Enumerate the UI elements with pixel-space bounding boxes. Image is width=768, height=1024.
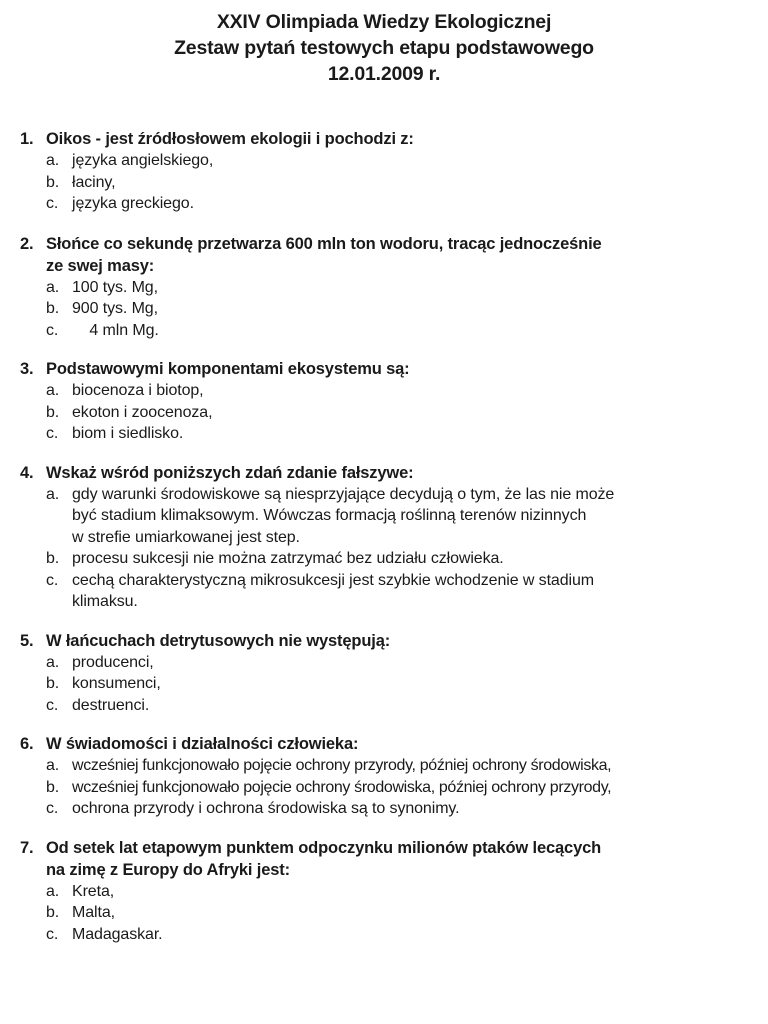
option-c [46, 320, 760, 342]
option-text: Madagaskar. [72, 925, 163, 943]
option-text: biom i siedlisko. [72, 425, 184, 442]
question-7 [20, 837, 760, 946]
option-a [46, 881, 760, 903]
question-5-title [20, 630, 760, 652]
option-letter: a. [46, 882, 60, 900]
option-a [46, 755, 760, 777]
question-list [20, 128, 760, 945]
question-number: 3. [20, 360, 34, 378]
option-letter: b. [46, 550, 60, 567]
answer-options [20, 484, 760, 613]
option-letter: a. [46, 485, 60, 503]
option-text: procesu sukcesji nie można zatrzymać bez udziału człowieka. [72, 550, 504, 567]
option-letter: c. [46, 195, 59, 212]
option-text: wcześniej funkcjonowało pojęcie ochrony przyrody, później ochrony środowiska, [72, 757, 612, 774]
option-a [46, 277, 760, 299]
option-b [46, 298, 760, 320]
option-letter: c. [46, 321, 59, 339]
option-c [46, 798, 760, 820]
option-letter: c. [46, 696, 59, 714]
question-4-title [20, 462, 760, 484]
option-letter: c. [46, 571, 59, 589]
option-text: konsumenci, [72, 675, 161, 692]
question-text: W łańcuchach detrytusowych nie występują: [46, 631, 391, 650]
option-text: ekoton i zoocenoza, [72, 403, 213, 421]
question-2-title [20, 233, 760, 277]
option-text: 4 mln Mg. [72, 321, 159, 339]
option-a [46, 652, 760, 674]
option-text: języka angielskiego, [72, 152, 214, 169]
test-set-title: Zestaw pytań testowych etapu podstawowego [174, 37, 594, 59]
option-c [46, 924, 760, 946]
document-header [0, 9, 768, 87]
question-text: W świadomości i działalności człowieka: [46, 735, 359, 753]
option-letter: b. [46, 173, 60, 191]
option-c [46, 570, 760, 613]
question-1 [20, 128, 760, 215]
option-text: 900 tys. Mg, [72, 300, 158, 317]
option-b [46, 902, 760, 924]
answer-options [20, 277, 760, 342]
option-letter: b. [46, 300, 60, 317]
option-c [46, 695, 760, 717]
option-text: biocenoza i biotop, [72, 382, 204, 399]
question-1-title [20, 128, 760, 150]
answer-options [20, 881, 760, 946]
option-b [46, 548, 760, 570]
option-text: ochrona przyrody i ochrona środowiska są to synonimy. [72, 800, 460, 817]
option-text: gdy warunki środowiskowe są niesprzyjające decydują o tym, że las nie może być stadium klimaksowym. Wówczas formacją roślinną terenów nizinnych w strefie umiarkowanej jest step. [72, 485, 615, 546]
option-b [46, 777, 760, 799]
question-number: 2. [20, 234, 34, 253]
option-letter: c. [46, 800, 59, 817]
question-3-title [20, 358, 760, 380]
option-letter: c. [46, 925, 59, 943]
option-text: Malta, [72, 904, 115, 921]
olympiad-title: XXIV Olimpiada Wiedzy Ekologicznej [216, 11, 552, 33]
option-letter: a. [46, 152, 60, 169]
answer-options [20, 380, 760, 445]
option-c [46, 423, 760, 445]
option-letter: b. [46, 904, 60, 921]
option-letter: a. [46, 757, 60, 774]
option-a [46, 484, 760, 549]
option-letter: a. [46, 653, 60, 671]
question-5 [20, 630, 760, 717]
answer-options [20, 150, 760, 215]
option-text: wcześniej funkcjonowało pojęcie ochrony środowiska, później ochrony przyrody, [72, 778, 612, 796]
question-number: 4. [20, 463, 34, 482]
option-letter: b. [46, 778, 60, 796]
option-text: łaciny, [72, 173, 116, 191]
question-text: Wskaż wśród poniższych zdań zdanie fałszywe: [46, 463, 414, 482]
option-b [46, 402, 760, 424]
option-text: 100 tys. Mg, [72, 278, 158, 296]
answer-options [20, 755, 760, 820]
question-2 [20, 233, 760, 342]
option-text: Kreta, [72, 882, 115, 900]
option-c [46, 193, 760, 215]
question-6-title [20, 733, 760, 755]
question-text: Podstawowymi komponentami ekosystemu są: [46, 360, 410, 378]
question-number: 7. [20, 838, 34, 857]
option-text: destruenci. [72, 696, 150, 714]
question-7-title [20, 837, 760, 881]
option-letter: b. [46, 675, 60, 692]
question-text: Od setek lat etapowym punktem odpoczynku milionów ptaków lecących na zimę z Europy do Afryki jest: [46, 838, 602, 879]
answer-options [20, 652, 760, 717]
option-text: cechą charakterystyczną mikrosukcesji jest szybkie wchodzenie w stadium klimaksu. [72, 571, 594, 610]
option-letter: b. [46, 403, 60, 421]
option-a [46, 150, 760, 172]
option-text: producenci, [72, 653, 154, 671]
exam-date: 12.01.2009 r. [327, 63, 441, 85]
option-a [46, 380, 760, 402]
option-letter: c. [46, 425, 59, 442]
question-text: Słońce co sekundę przetwarza 600 mln ton wodoru, tracąc jednocześnie ze swej masy: [46, 234, 602, 275]
question-number: 6. [20, 735, 34, 753]
question-4 [20, 462, 760, 613]
question-number: 5. [20, 631, 34, 650]
option-letter: a. [46, 278, 60, 296]
question-text: Oikos - jest źródłosłowem ekologii i pochodzi z: [46, 130, 414, 148]
option-letter: a. [46, 382, 60, 399]
option-b [46, 172, 760, 194]
option-b [46, 673, 760, 695]
question-number: 1. [20, 130, 34, 148]
option-text: języka greckiego. [72, 195, 194, 212]
question-6 [20, 733, 760, 820]
question-3 [20, 358, 760, 445]
